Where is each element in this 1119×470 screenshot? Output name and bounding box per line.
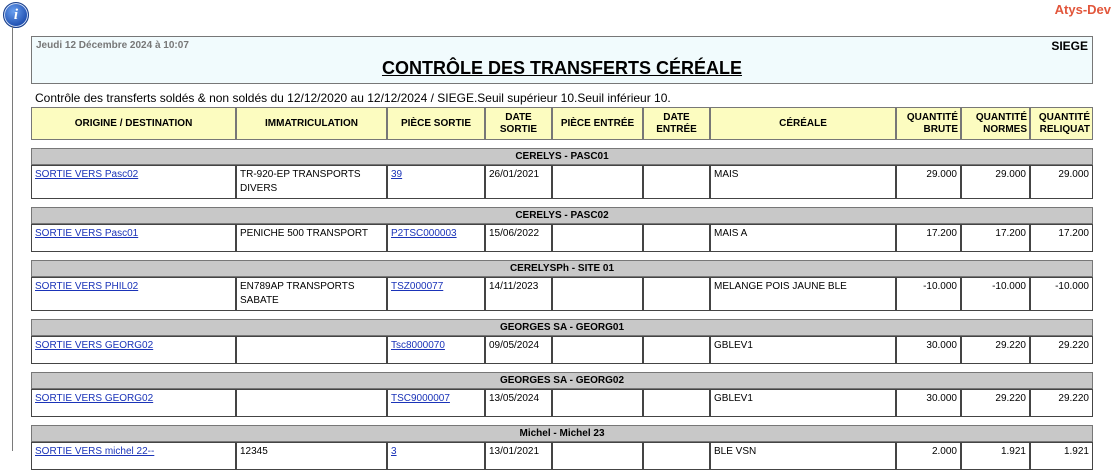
group-spacer	[31, 252, 1093, 260]
origin-cell	[31, 165, 236, 199]
cereale-cell: MAIS	[710, 165, 896, 199]
report-subtitle: Contrôle des transferts soldés & non soldés du 12/12/2020 au 12/12/2024 / SIEGE.Seuil supérieur 10.Seuil inférieur 10.	[35, 91, 671, 105]
date-entree-cell	[643, 277, 710, 311]
cereale-cell: GBLEV1	[710, 336, 896, 364]
group-spacer	[31, 417, 1093, 425]
group-header-row	[31, 207, 1093, 224]
piece-entree-cell	[552, 224, 643, 252]
report-header	[31, 36, 1093, 84]
immatriculation-cell	[236, 389, 387, 417]
immatriculation-cell	[236, 336, 387, 364]
table-row	[31, 389, 1093, 417]
cereale-cell: GBLEV1	[710, 389, 896, 417]
date-sortie-cell: 15/06/2022	[485, 224, 552, 252]
group-title: CERELYSPh - SITE 01	[31, 260, 1093, 277]
quantite-normes-cell: 29.220	[961, 389, 1030, 417]
table-row	[31, 165, 1093, 199]
origin-link[interactable]: SORTIE VERS GEORG02	[35, 340, 154, 351]
origin-link[interactable]: SORTIE VERS GEORG02	[35, 393, 154, 404]
group-header-row	[31, 425, 1093, 442]
piece-sortie-cell	[387, 277, 485, 311]
date-sortie-cell: 13/05/2024	[485, 389, 552, 417]
col-header-date-entree: DATE ENTRÉE	[643, 107, 710, 140]
piece-sortie-cell	[387, 224, 485, 252]
left-divider	[12, 26, 13, 451]
table-header-row	[31, 107, 1093, 140]
col-header-piece-entree: PIÈCE ENTRÉE	[552, 107, 643, 140]
quantite-reliquat-cell: 29.220	[1030, 389, 1093, 417]
date-sortie-cell: 09/05/2024	[485, 336, 552, 364]
brand-label: Atys-Dev	[1054, 2, 1111, 17]
piece-sortie-link[interactable]: 3	[391, 446, 397, 457]
col-header-quantite-normes: QUANTITÉ NORMES	[961, 107, 1030, 140]
immatriculation-cell: EN789AP TRANSPORTS SABATE	[236, 277, 387, 311]
group-spacer	[31, 140, 1093, 148]
spacer-cell	[31, 140, 1093, 148]
quantite-normes-cell: 1.921	[961, 442, 1030, 470]
group-header-row	[31, 148, 1093, 165]
group-title: GEORGES SA - GEORG01	[31, 319, 1093, 336]
quantite-reliquat-cell: 17.200	[1030, 224, 1093, 252]
col-header-immatriculation: IMMATRICULATION	[236, 107, 387, 140]
quantite-reliquat-cell: 29.000	[1030, 165, 1093, 199]
piece-sortie-cell	[387, 442, 485, 470]
col-header-piece-sortie: PIÈCE SORTIE	[387, 107, 485, 140]
col-header-origine: ORIGINE / DESTINATION	[31, 107, 236, 140]
col-header-cereale: CÉRÉALE	[710, 107, 896, 140]
col-header-date-sortie: DATE SORTIE	[485, 107, 552, 140]
piece-sortie-link[interactable]: TSZ000077	[391, 281, 444, 292]
table-row	[31, 224, 1093, 252]
spacer-cell	[31, 417, 1093, 425]
origin-cell	[31, 277, 236, 311]
date-entree-cell	[643, 165, 710, 199]
date-entree-cell	[643, 336, 710, 364]
group-spacer	[31, 311, 1093, 319]
spacer-cell	[31, 364, 1093, 372]
piece-sortie-cell	[387, 165, 485, 199]
group-title: GEORGES SA - GEORG02	[31, 372, 1093, 389]
quantite-reliquat-cell: -10.000	[1030, 277, 1093, 311]
cereale-cell: MELANGE POIS JAUNE BLE	[710, 277, 896, 311]
quantite-normes-cell: 29.000	[961, 165, 1030, 199]
quantite-normes-cell: -10.000	[961, 277, 1030, 311]
immatriculation-cell: TR-920-EP TRANSPORTS DIVERS	[236, 165, 387, 199]
quantite-normes-cell: 29.220	[961, 336, 1030, 364]
col-header-quantite-brute: QUANTITÉ BRUTE	[896, 107, 961, 140]
table-row	[31, 442, 1093, 470]
page-title: CONTRÔLE DES TRANSFERTS CÉRÉALE	[381, 58, 743, 78]
immatriculation-cell: PENICHE 500 TRANSPORT	[236, 224, 387, 252]
piece-entree-cell	[552, 442, 643, 470]
origin-link[interactable]: SORTIE VERS Pasc01	[35, 228, 139, 239]
quantite-brute-cell: 2.000	[896, 442, 961, 470]
piece-entree-cell	[552, 389, 643, 417]
piece-sortie-link[interactable]: P2TSC000003	[391, 228, 457, 239]
quantite-reliquat-cell: 29.220	[1030, 336, 1093, 364]
col-header-quantite-reliquat: QUANTITÉ RELIQUAT	[1030, 107, 1093, 140]
transfers-table	[31, 107, 1093, 470]
date-entree-cell	[643, 224, 710, 252]
quantite-brute-cell: 30.000	[896, 336, 961, 364]
group-title: CERELYS - PASC02	[31, 207, 1093, 224]
piece-entree-cell	[552, 277, 643, 311]
quantite-brute-cell: 29.000	[896, 165, 961, 199]
piece-entree-cell	[552, 336, 643, 364]
immatriculation-cell: 12345	[236, 442, 387, 470]
origin-link[interactable]: SORTIE VERS Pasc02	[35, 169, 139, 180]
origin-cell	[31, 389, 236, 417]
piece-sortie-cell	[387, 336, 485, 364]
piece-sortie-link[interactable]: TSC9000007	[391, 393, 450, 404]
date-sortie-cell: 26/01/2021	[485, 165, 552, 199]
report-site: SIEGE	[1051, 39, 1088, 53]
quantite-normes-cell: 17.200	[961, 224, 1030, 252]
quantite-brute-cell: -10.000	[896, 277, 961, 311]
origin-cell	[31, 336, 236, 364]
spacer-cell	[31, 199, 1093, 207]
spacer-cell	[31, 252, 1093, 260]
piece-sortie-cell	[387, 389, 485, 417]
date-entree-cell	[643, 389, 710, 417]
group-spacer	[31, 199, 1093, 207]
quantite-reliquat-cell: 1.921	[1030, 442, 1093, 470]
table-row	[31, 277, 1093, 311]
group-title: CERELYS - PASC01	[31, 148, 1093, 165]
quantite-brute-cell: 17.200	[896, 224, 961, 252]
group-header-row	[31, 319, 1093, 336]
cereale-cell: MAIS A	[710, 224, 896, 252]
piece-sortie-link[interactable]: 39	[391, 169, 403, 180]
spacer-cell	[31, 311, 1093, 319]
origin-link[interactable]: SORTIE VERS michel 22--	[35, 446, 155, 457]
date-sortie-cell: 14/11/2023	[485, 277, 552, 311]
info-icon[interactable]: i	[3, 2, 29, 28]
cereale-cell: BLE VSN	[710, 442, 896, 470]
group-spacer	[31, 364, 1093, 372]
group-header-row	[31, 372, 1093, 389]
piece-entree-cell	[552, 165, 643, 199]
table-row	[31, 336, 1093, 364]
group-header-row	[31, 260, 1093, 277]
origin-link[interactable]: SORTIE VERS PHIL02	[35, 281, 139, 292]
quantite-brute-cell: 30.000	[896, 389, 961, 417]
piece-sortie-link[interactable]: Tsc8000070	[391, 340, 445, 351]
report-date: Jeudi 12 Décembre 2024 à 10:07	[36, 40, 189, 51]
origin-cell	[31, 442, 236, 470]
date-entree-cell	[643, 442, 710, 470]
origin-cell	[31, 224, 236, 252]
group-title: Michel - Michel 23	[31, 425, 1093, 442]
date-sortie-cell: 13/01/2021	[485, 442, 552, 470]
